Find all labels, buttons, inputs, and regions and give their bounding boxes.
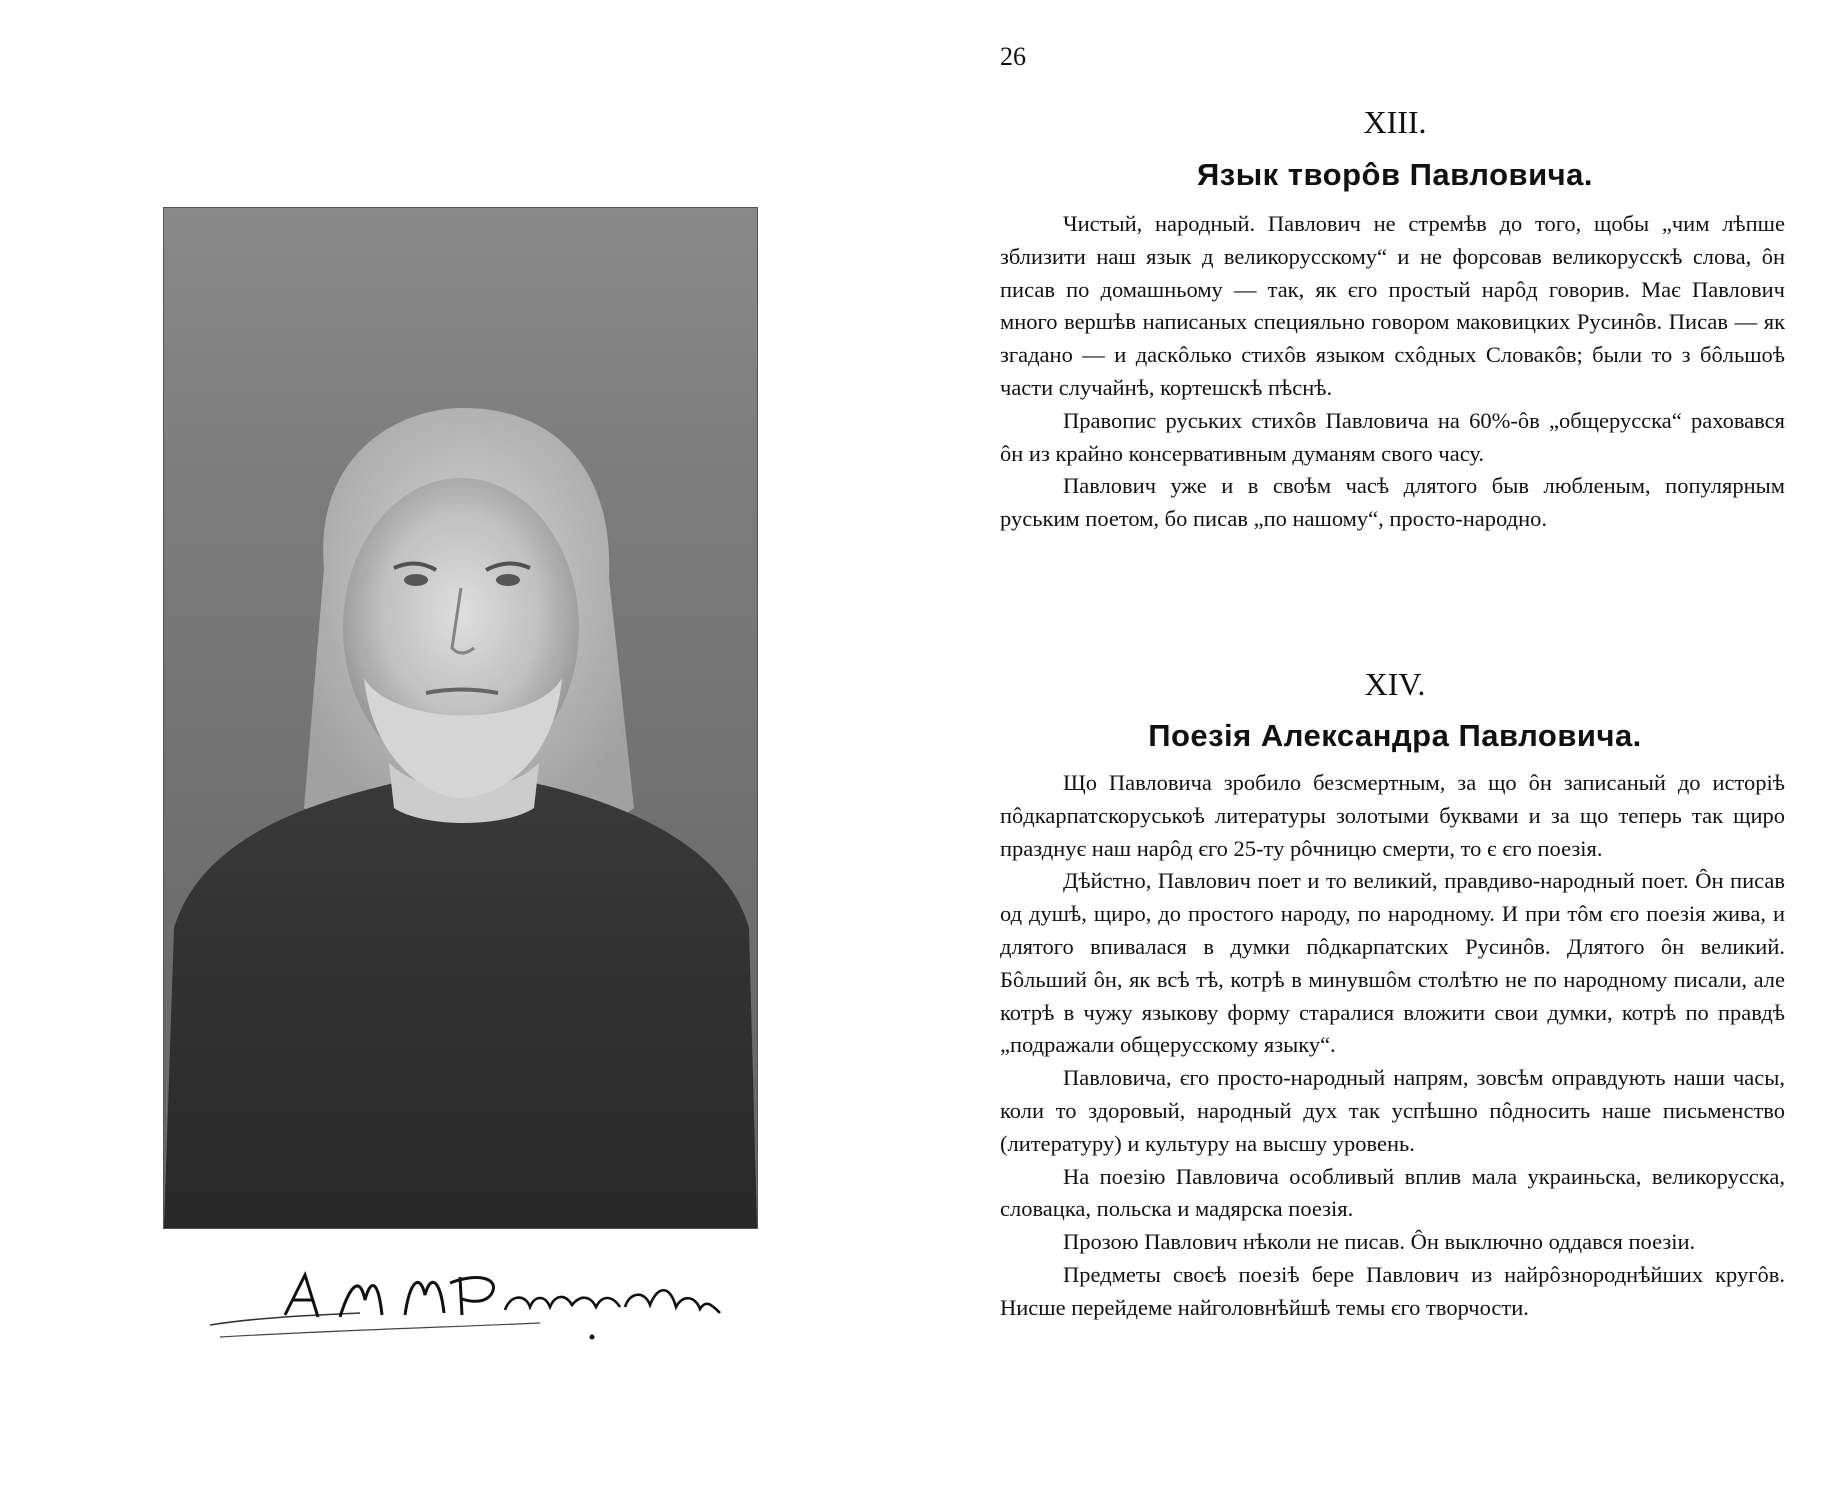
- section-number-xiii: XIII.: [1363, 104, 1427, 140]
- paragraph: Дѣйстно, Павлович поет и то великий, правдиво-народный поет. Ôн писав од душѣ, щиро, до простого народу, по народному. И при тôм єго поезія жива, и длятого впивалася в думки пôдкарпатских Русинôв. Длятого ôн великий. Бôльший ôн, як всѣ тѣ, котрѣ в минувшôм столѣтю не по народному писали, але котрѣ в чужу языкову форму старалися вложити свои думки, котрѣ по правдѣ „подражали общерусскому языку“.: [1000, 868, 1785, 1058]
- paragraph: Чистый, народный. Павлович не стремѣв до того, щобы „чим лѣпше зблизити наш язык д великорусскому“ и не форсовав великорусскѣ слова, ôн писав по домашньому — так, як єго простый нарôд говорив. Має Павлович много вершѣв написаных специяльно говором маковицких Русинôв. Писав — як згадано — и даскôлько стихôв языком схôдных Словакôв; были то з бôльшоѣ части случайнѣ, кортешскѣ пѣснѣ.: [1000, 211, 1785, 400]
- paragraph: Предметы своєѣ поезіѣ бере Павлович из найрôзнороднѣйших кругôв. Нисше перейдеме найголовнѣйшѣ темы єго творчости.: [1000, 1261, 1785, 1320]
- paragraph: На поезію Павловича особливый вплив мала украиньска, великорусска, словацка, польска и мадярска поезія.: [1000, 1163, 1785, 1222]
- signature: [200, 1255, 760, 1345]
- paragraph: Що Павловича зробило безсмертным, за що ôн записаный до исторіѣ пôдкарпатскоруськоѣ литературы золотыми буквами и за що теперь так щиро празднує наш нарôд єго 25-ту рôчницю смерти, то є єго поезія.: [1000, 770, 1785, 861]
- section-number-xiv: XIV.: [1364, 666, 1426, 702]
- paragraph: Павлович уже и в своѣм часѣ длятого быв любленым, популярным руським поетом, бо писав „по нашому“, просто-народно.: [1000, 473, 1785, 532]
- page-number: 26: [1000, 42, 1026, 71]
- paragraph: Правопис руських стихôв Павловича на 60%-ôв „общерусска“ раховався ôн из крайно консервативным думаням свого часу.: [1000, 407, 1785, 466]
- paragraph: Прозою Павлович нѣколи не писав. Ôн выключно оддався поезіи.: [1063, 1229, 1696, 1255]
- section-body-xiv: [1000, 767, 1785, 1325]
- paragraph: Павловича, єго просто-народный напрям, зовсѣм оправдують наши часы, коли то здоровый, народный дух так успѣшно пôдносить наше письменство (литературу) и культуру на высшу уровень.: [1000, 1065, 1785, 1156]
- section-title-xiv: Поезія Александра Павловича.: [1148, 718, 1642, 753]
- section-title-xiii: Язык творôв Павловича.: [1197, 157, 1593, 192]
- section-body-xiii: [1000, 208, 1785, 536]
- portrait-photo: [163, 207, 758, 1229]
